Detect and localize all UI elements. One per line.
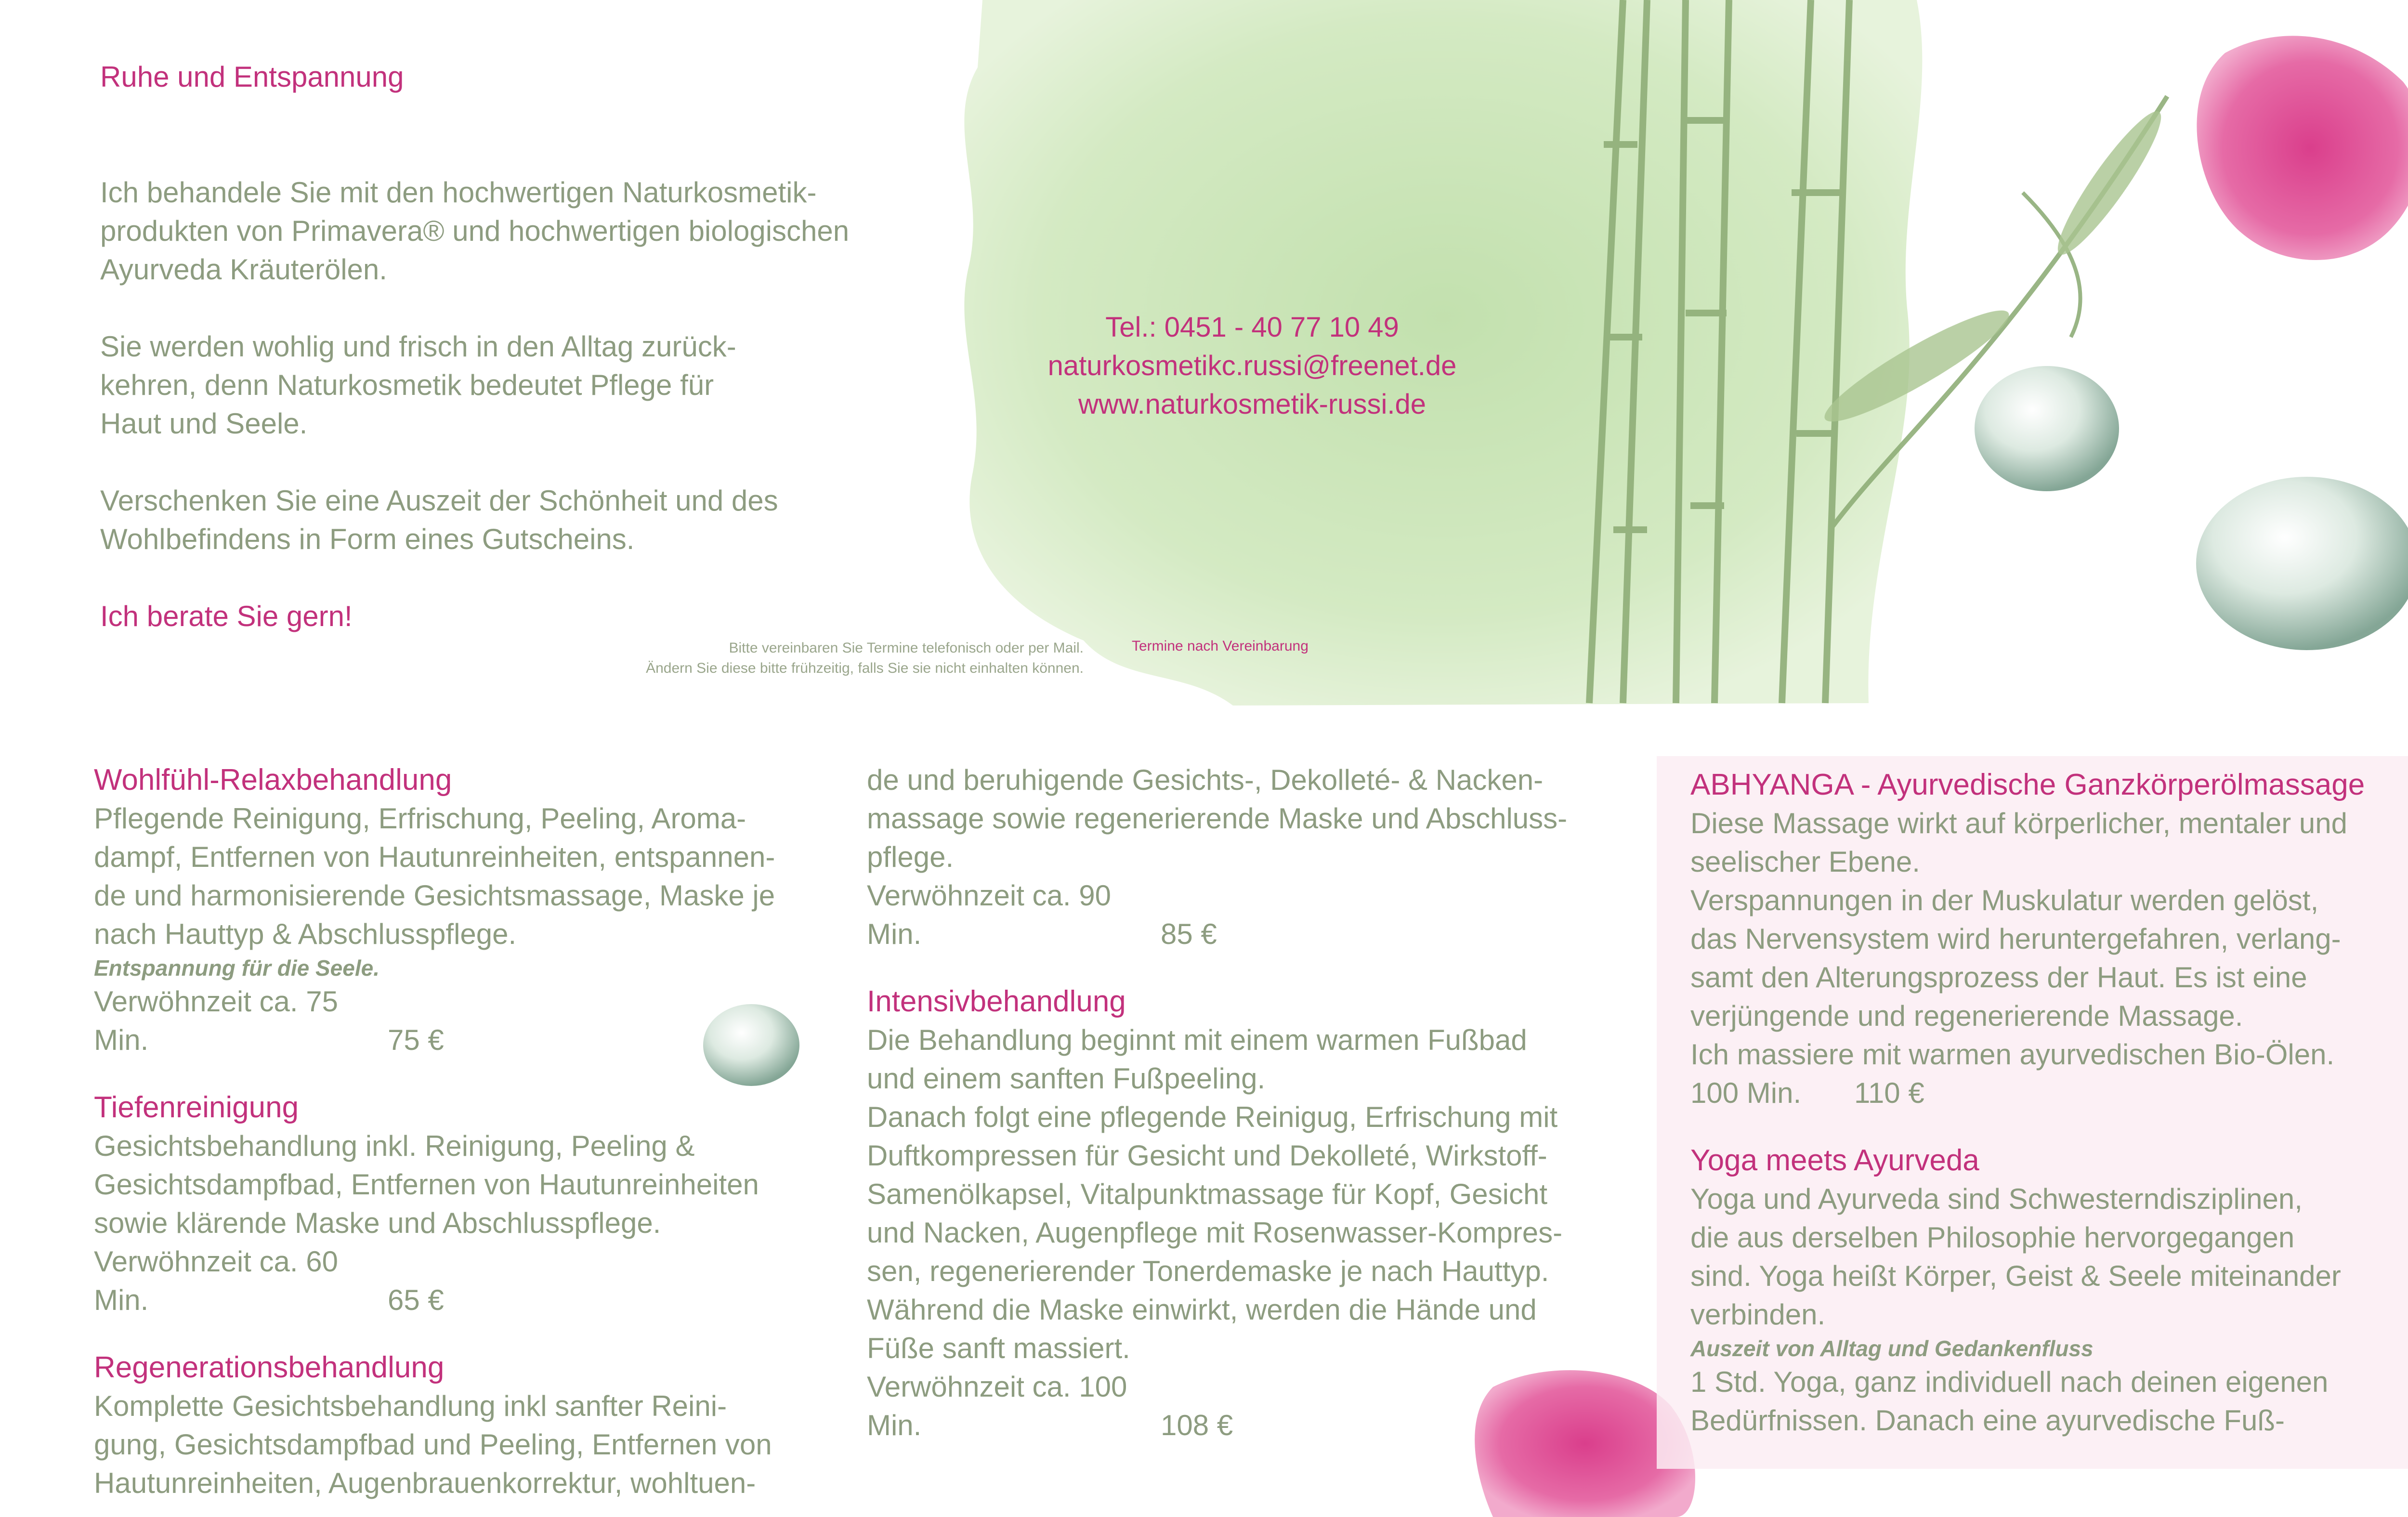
service-desc-line: Danach folgt eine pflegende Reinigug, Erfrischung mit bbox=[867, 1101, 1558, 1133]
service-title: Wohlfühl-Relaxbehandlung bbox=[94, 763, 452, 797]
intro-text bbox=[100, 173, 919, 674]
service-title: Yoga meets Ayurveda bbox=[1690, 1144, 1979, 1177]
service-desc-line: verbinden. bbox=[1690, 1298, 1826, 1331]
service-desc-line: Samenölkapsel, Vitalpunktmassage für Kopf, Gesicht bbox=[867, 1178, 1547, 1210]
service-desc-line: und einem sanften Fußpeeling. bbox=[867, 1062, 1266, 1095]
service-desc-line: de und harmonisierende Gesichtsmassage, Maske je bbox=[94, 879, 775, 912]
contact-website[interactable]: www.naturkosmetik-russi.de bbox=[1078, 389, 1426, 420]
service-desc-line: Gesichtsdampfbad, Entfernen von Hautunreinheiten bbox=[94, 1168, 759, 1201]
service-desc-line: verjüngende und regenerierende Massage. bbox=[1690, 1000, 2243, 1032]
intro-title: Ruhe und Entspannung bbox=[100, 61, 404, 93]
service-tagline: Auszeit von Alltag und Gedankenfluss bbox=[1690, 1336, 2094, 1361]
service-duration: Verwöhnzeit ca. 90 Min. bbox=[867, 879, 1111, 950]
appointment-note bbox=[520, 638, 1084, 679]
contact-block bbox=[987, 308, 1517, 424]
service-desc-line: pflege. bbox=[867, 841, 954, 873]
service-desc-line: dampf, Entfernen von Hautunreinheiten, entspannen- bbox=[94, 841, 775, 873]
service-desc-line: Diese Massage wirkt auf körperlicher, mentaler und bbox=[1690, 807, 2347, 839]
service-desc-line: Verspannungen in der Muskulatur werden gelöst, bbox=[1690, 884, 2319, 916]
service-desc-line: Ich massiere mit warmen ayurvedischen Bio-Ölen. bbox=[1690, 1038, 2335, 1071]
service-desc-line: Die Behandlung beginnt mit einem warmen Fußbad bbox=[867, 1024, 1527, 1056]
intro-p3-line: Verschenken Sie eine Auszeit der Schönheit und des bbox=[100, 484, 778, 517]
service-title: Intensivbehandlung bbox=[867, 985, 1126, 1018]
intro-p2-line: Haut und Seele. bbox=[100, 407, 308, 440]
service-desc-line: und Nacken, Augenpflege mit Rosenwasser-Kompres- bbox=[867, 1216, 1563, 1249]
services-column-1 bbox=[94, 761, 816, 1517]
service-title: ABHYANGA - Ayurvedische Ganzkörperölmassage bbox=[1690, 768, 2365, 801]
service-desc-line: Hautunreinheiten, Augenbrauenkorrektur, wohltuen- bbox=[94, 1467, 756, 1499]
service-tagline: Entspannung für die Seele. bbox=[94, 955, 380, 981]
appointment-note-line: Ändern Sie diese bitte frühzeitig, falls Sie sie nicht einhalten können. bbox=[646, 660, 1084, 676]
service-desc-line: das Nervensystem wird heruntergefahren, verlang- bbox=[1690, 923, 2341, 955]
pink-petal bbox=[2197, 36, 2408, 260]
service-desc-line: 1 Std. Yoga, ganz individuell nach deinen eigenen bbox=[1690, 1366, 2329, 1398]
intro-p1-line: Ayurveda Kräuterölen. bbox=[100, 253, 387, 286]
service-duration: Verwöhnzeit ca. 75 Min. bbox=[94, 985, 338, 1056]
service-price: 110 € bbox=[1854, 1077, 1924, 1109]
service-desc-line: gung, Gesichtsdampfbad und Peeling, Entfernen von bbox=[94, 1428, 772, 1461]
service-desc-line: samt den Alterungsprozess der Haut. Es ist eine bbox=[1690, 961, 2307, 994]
services-column-2 bbox=[867, 761, 1618, 1474]
service-duration: Verwöhnzeit ca. 60 Min. bbox=[94, 1245, 338, 1316]
intro-p2-line: kehren, denn Naturkosmetik bedeutet Pflege für bbox=[100, 369, 714, 401]
service-price: 75 € bbox=[388, 1024, 444, 1056]
contact-email[interactable]: naturkosmetikc.russi@freenet.de bbox=[1047, 350, 1457, 381]
appointment-note-line: Bitte vereinbaren Sie Termine telefonisch oder per Mail. bbox=[729, 640, 1084, 656]
service-desc-line: seelischer Ebene. bbox=[1690, 846, 1920, 878]
service-price: 108 € bbox=[1161, 1409, 1233, 1441]
intro-closing: Ich berate Sie gern! bbox=[100, 600, 353, 632]
service-desc-line: sen, regenerierender Tonerdemaske je nach Hauttyp. bbox=[867, 1255, 1549, 1287]
service-desc-line: Bedürfnissen. Danach eine ayurvedische Fuß- bbox=[1690, 1404, 2285, 1437]
service-desc-line: Duftkompressen für Gesicht und Dekolleté, Wirkstoff- bbox=[867, 1139, 1547, 1172]
service-desc-line: Komplette Gesichtsbehandlung inkl sanfter Reini- bbox=[94, 1390, 727, 1422]
contact-phone[interactable]: Tel.: 0451 - 40 77 10 49 bbox=[1105, 312, 1399, 343]
service-desc-line: sowie klärende Maske und Abschlusspflege. bbox=[94, 1207, 661, 1239]
service-desc-line: Füße sanft massiert. bbox=[867, 1332, 1130, 1364]
service-desc-line: de und beruhigende Gesichts-, Dekolleté- & Nacken- bbox=[867, 764, 1544, 796]
service-title: Tiefenreinigung bbox=[94, 1091, 299, 1124]
service-duration: 100 Min. bbox=[1690, 1077, 1802, 1109]
service-desc-line: massage sowie regenerierende Maske und Abschluss- bbox=[867, 802, 1568, 835]
service-desc-line: Gesichtsbehandlung inkl. Reinigung, Peeling & bbox=[94, 1130, 695, 1162]
intro-p2-line: Sie werden wohlig und frisch in den Alltag zurück- bbox=[100, 330, 736, 363]
service-duration: Verwöhnzeit ca. 100 Min. bbox=[867, 1371, 1127, 1441]
services-column-3 bbox=[1690, 766, 2398, 1469]
appointment-by-arrangement: Termine nach Vereinbarung bbox=[1132, 638, 1309, 654]
service-desc-line: sind. Yoga heißt Körper, Geist & Seele miteinander bbox=[1690, 1260, 2341, 1292]
intro-p1-line: produkten von Primavera® und hochwertigen biologischen bbox=[100, 215, 850, 247]
service-desc-line: Pflegende Reinigung, Erfrischung, Peeling, Aroma- bbox=[94, 802, 746, 835]
service-desc-line: die aus derselben Philosophie hervorgegangen bbox=[1690, 1221, 2295, 1254]
service-title: Regenerationsbehandlung bbox=[94, 1351, 445, 1384]
intro-p3-line: Wohlbefindens in Form eines Gutscheins. bbox=[100, 523, 635, 555]
service-price: 65 € bbox=[388, 1284, 444, 1316]
service-desc-line: nach Hauttyp & Abschlusspflege. bbox=[94, 918, 517, 950]
intro-p1-line: Ich behandele Sie mit den hochwertigen Naturkosmetik- bbox=[100, 176, 817, 209]
service-desc-line: Während die Maske einwirkt, werden die Hände und bbox=[867, 1294, 1537, 1326]
service-price: 85 € bbox=[1161, 918, 1217, 950]
service-desc-line: Yoga und Ayurveda sind Schwesterndisziplinen, bbox=[1690, 1183, 2303, 1215]
